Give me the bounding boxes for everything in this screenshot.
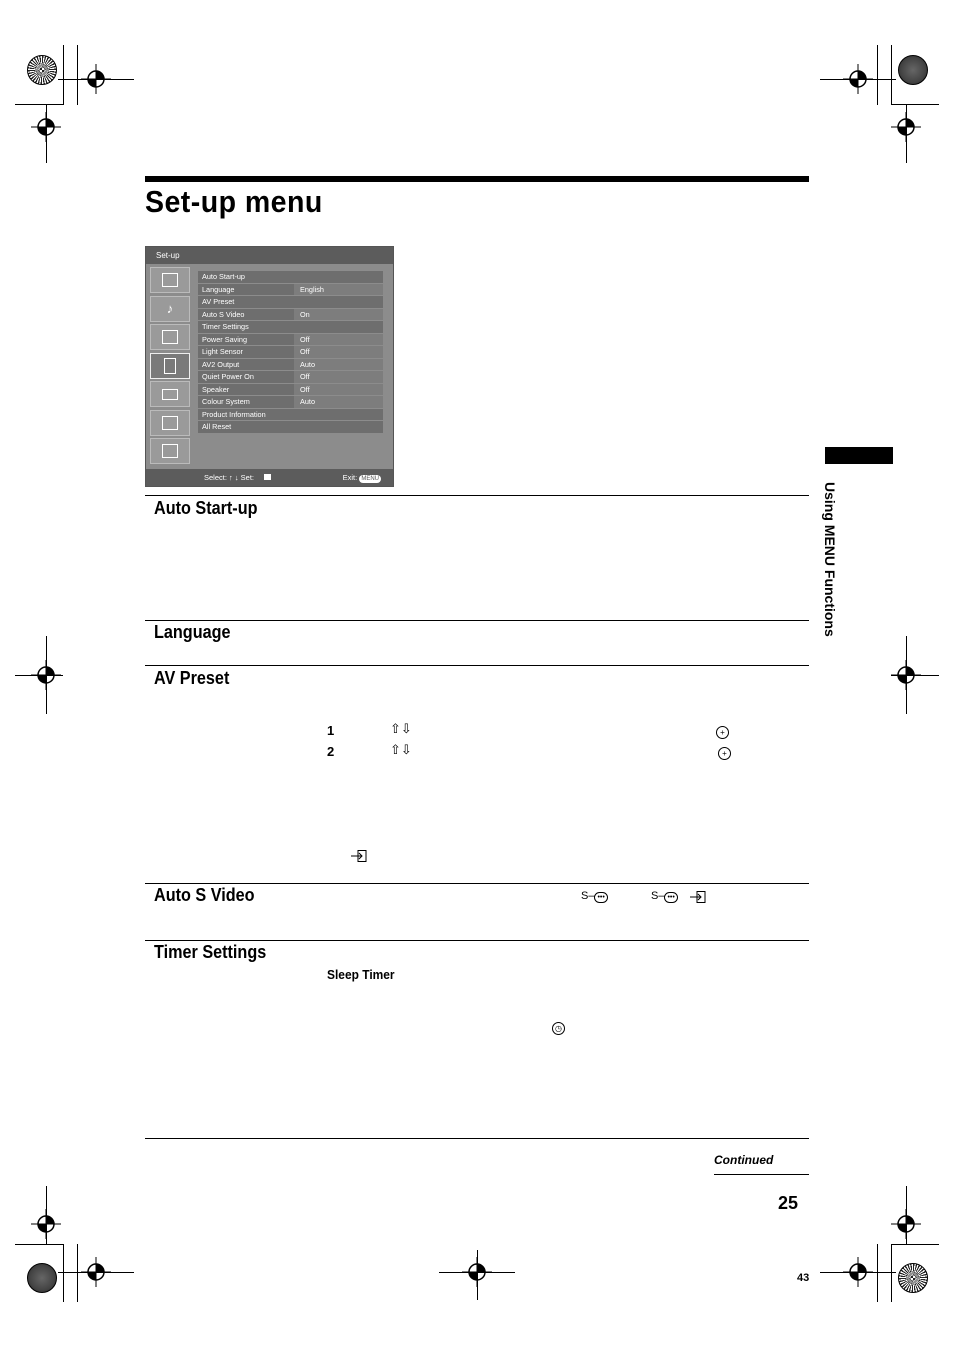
crop-line [46,1186,47,1244]
heading-auto-startup: Auto Start-up [154,498,258,518]
osd-select-hint: Select: ↑ ↓ Set: [204,473,255,482]
enter-button-icon: + [716,726,729,739]
heading-av-preset: AV Preset [154,668,230,688]
osd-row: Colour System Auto [198,396,383,408]
features-menu-icon [150,324,190,350]
continued-label: Continued [714,1153,774,1167]
osd-header: Set-up [146,247,393,264]
title-rule [145,176,809,182]
registration-sunburst-icon [27,1263,57,1293]
crop-line [63,1244,64,1302]
osd-row: Power Saving Off [198,334,383,346]
osd-row: Auto S Video On [198,309,383,321]
up-down-arrows-icon: ⇧⇩ [390,721,412,736]
osd-exit-hint: Exit: MENU [342,473,379,482]
osd-row: Auto Start-up [198,271,383,283]
crop-line [891,104,939,105]
crop-line [906,105,907,163]
registration-sunburst-icon [898,1263,928,1293]
heading-timer-settings: Timer Settings [154,942,267,962]
crop-line [58,1272,134,1273]
heading-auto-s-video: Auto S Video [154,885,255,905]
pc-settings-icon [150,381,190,407]
osd-row: Timer Settings [198,321,383,333]
up-down-arrows-icon: ⇧⇩ [390,742,412,757]
setup-menu-icon [150,353,190,379]
setup-menu-screenshot [145,246,394,487]
step-number: 1 [327,723,335,738]
set-button-icon [264,474,271,480]
crop-line [15,675,63,676]
osd-row: AV2 Output Auto [198,359,383,371]
section-divider [145,1138,809,1139]
osd-sidebar [148,267,192,467]
registration-sunburst-icon [27,55,57,85]
section-tab [825,447,893,464]
sleep-timer-label: Sleep Timer [327,967,395,982]
crop-line [820,79,896,80]
menu-button-icon: MENU [361,476,379,482]
section-divider [145,940,809,941]
crop-line [820,1272,896,1273]
section-divider [145,620,809,621]
crop-line [891,1244,939,1245]
picture-menu-icon [150,267,190,293]
s-video-icon: S– ••• [651,890,678,903]
crop-line [877,1244,878,1302]
osd-row: All Reset [198,421,383,433]
page-number: 25 [778,1193,799,1213]
side-section-label: Using MENU Functions [822,482,838,637]
section-divider [145,883,809,884]
crop-line [477,1250,478,1300]
crop-line [63,45,64,105]
osd-row: Product Information [198,409,383,421]
sound-menu-icon: ♪ [150,296,190,322]
input-select-icon [351,850,367,862]
osd-row: Speaker Off [198,384,383,396]
s-video-icon: S– ••• [581,890,608,903]
osd-row: Quiet Power On Off [198,371,383,383]
osd-row: Light Sensor Off [198,346,383,358]
crop-line [77,45,78,105]
page-title: Set-up menu [145,184,323,219]
digital-preset-icon [150,438,190,464]
crop-line [77,1244,78,1302]
timer-clock-icon: ◷ [552,1022,565,1035]
crop-line [877,45,878,105]
sheet-number: 43 [797,1272,810,1284]
analogue-preset-icon [150,410,190,436]
enter-button-icon: + [718,747,731,760]
section-divider [145,495,809,496]
crop-line [891,1244,892,1302]
osd-row: Language English [198,284,383,296]
crop-line [58,79,134,80]
continued-rule [714,1174,809,1175]
crop-line [891,675,939,676]
input-select-icon [690,891,706,903]
crop-line [15,104,63,105]
crop-line [906,1186,907,1244]
osd-row: AV Preset [198,296,383,308]
heading-language: Language [154,622,231,642]
crop-line [46,105,47,163]
section-divider [145,665,809,666]
registration-sunburst-icon [898,55,928,85]
step-number: 2 [327,744,335,759]
crop-line [891,45,892,105]
osd-footer [146,469,393,486]
osd-list [198,271,383,434]
crop-line [15,1244,63,1245]
